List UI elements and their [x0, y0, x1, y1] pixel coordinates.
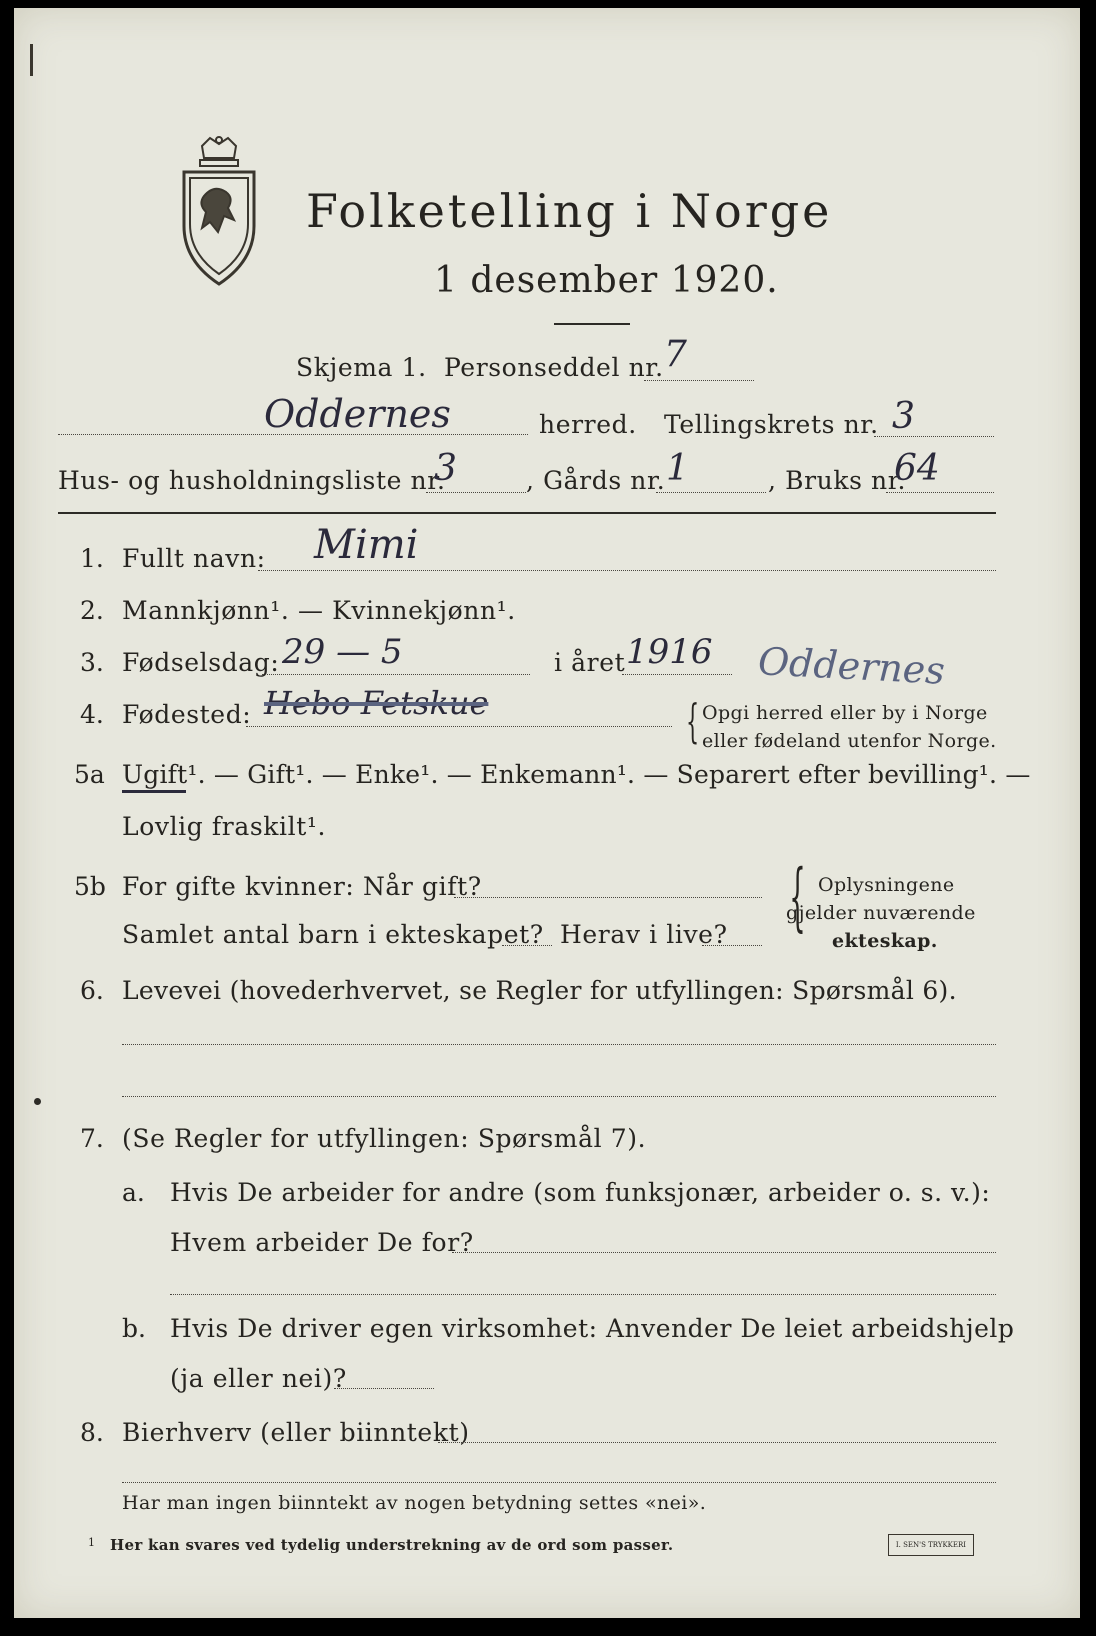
tellingskrets-value[interactable]: 3	[892, 396, 915, 437]
herred-label: herred.	[539, 410, 637, 439]
q5b-married-field-line	[454, 897, 762, 898]
gards-label: , Gårds nr.	[526, 466, 666, 495]
bruks-field-line	[886, 492, 994, 493]
margin-speck-1	[30, 44, 33, 76]
header-rule	[58, 512, 996, 514]
q3-margin-note: Oddernes	[756, 639, 946, 693]
hus-label: Hus- og husholdningsliste nr.	[58, 466, 446, 495]
personseddel-value[interactable]: 7	[664, 334, 687, 375]
q4-field-line	[246, 726, 672, 727]
q1-number: 1.	[80, 544, 104, 573]
q6-field-line-2	[122, 1096, 996, 1097]
q7b-label-line2: (ja eller nei)?	[170, 1364, 347, 1393]
q8-field-line-1	[438, 1442, 996, 1443]
q5a-ugift-underline	[122, 790, 186, 793]
bruks-label: , Bruks nr.	[768, 466, 907, 495]
q7-number: 7.	[80, 1124, 104, 1153]
q3-value[interactable]: 29 — 5	[282, 632, 403, 672]
q4-note-line2: eller fødeland utenfor Norge.	[702, 730, 997, 752]
q5b-note-line1: Oplysningene	[818, 874, 955, 896]
q3-year-label: i året	[554, 648, 626, 677]
q5b-label-line2: Samlet antal barn i ekteskapet?	[122, 920, 544, 949]
q1-label: Fullt navn:	[122, 544, 266, 573]
herred-value[interactable]: Oddernes	[264, 392, 451, 436]
personseddel-field-line	[644, 380, 754, 381]
footnote: Her kan svares ved tydelig understrekning av de ord som passer.	[110, 1536, 674, 1554]
q7a-label: Hvis De arbeider for andre (som funksjonær, arbeider o. s. v.):	[170, 1178, 991, 1207]
q2-number: 2.	[80, 596, 104, 625]
q4-note-line1: Opgi herred eller by i Norge	[702, 702, 988, 724]
q7a-field-line-1	[452, 1252, 996, 1253]
hus-field-line	[426, 492, 526, 493]
q4-number: 4.	[80, 700, 104, 729]
coat-of-arms-icon	[174, 136, 264, 286]
margin-speck-2	[34, 1098, 41, 1105]
q3-year-field-line	[622, 674, 732, 675]
q5a-label-line2: Lovlig fraskilt¹.	[122, 812, 327, 841]
q7b-letter: b.	[122, 1314, 146, 1343]
q5b-brace: {	[789, 854, 806, 940]
q5a-label: Ugift¹. — Gift¹. — Enke¹. — Enkemann¹. — Separert efter bevilling¹. —	[122, 760, 1031, 789]
hus-value[interactable]: 3	[434, 448, 457, 489]
q5b-label: For gifte kvinner: Når gift?	[122, 872, 482, 901]
q7a-letter: a.	[122, 1178, 145, 1207]
q6-field-line-1	[122, 1044, 996, 1045]
q5b-children-field-line	[502, 945, 552, 946]
q4-brace: {	[686, 694, 700, 748]
tellingskrets-label: Tellingskrets nr.	[664, 410, 879, 439]
q5b-label-line3: Herav i live?	[560, 920, 728, 949]
q5b-note-line2: gjelder nuværende	[786, 902, 976, 924]
q7a-label-line2: Hvem arbeider De for?	[170, 1228, 474, 1257]
printer-stamp: I. SEN'S TRYKKERI	[888, 1534, 974, 1556]
gards-field-line	[656, 492, 766, 493]
form-title: Folketelling i Norge	[306, 184, 833, 238]
q1-field-line	[258, 570, 996, 571]
q7b-label: Hvis De driver egen virksomhet: Anvender De leiet arbeidshjelp	[170, 1314, 1015, 1343]
q6-number: 6.	[80, 976, 104, 1005]
bruks-value[interactable]: 64	[894, 448, 940, 489]
q8-field-line-2	[122, 1482, 996, 1483]
title-divider	[554, 323, 630, 325]
q6-label: Levevei (hovederhvervet, se Regler for utfyllingen: Spørsmål 6).	[122, 976, 957, 1005]
census-date: 1 desember 1920.	[434, 260, 779, 301]
q4-label: Fødested:	[122, 700, 252, 729]
biinntekt-note: Har man ingen biinntekt av nogen betydning settes «nei».	[122, 1492, 707, 1514]
personseddel-label: Personseddel nr.	[444, 353, 664, 382]
gards-value[interactable]: 1	[666, 448, 689, 489]
q5b-number: 5b	[74, 872, 106, 901]
q5b-note-line3: ekteskap.	[832, 930, 938, 952]
q5a-number: 5a	[74, 760, 105, 789]
q8-number: 8.	[80, 1418, 104, 1447]
q2-label: Mannkjønn¹. — Kvinnekjønn¹.	[122, 596, 516, 625]
skjema-label: Skjema 1.	[296, 353, 427, 382]
census-form-sheet	[14, 8, 1080, 1618]
q3-number: 3.	[80, 648, 104, 677]
q7-label: (Se Regler for utfyllingen: Spørsmål 7).	[122, 1124, 647, 1153]
q5b-alive-field-line	[702, 945, 762, 946]
q3-field-line	[262, 674, 530, 675]
q8-label: Bierhverv (eller biinntekt)	[122, 1418, 470, 1447]
q7a-field-line-2	[170, 1294, 996, 1295]
q3-year-value[interactable]: 1916	[626, 632, 713, 672]
q1-value[interactable]: Mimi	[314, 522, 419, 568]
q3-label: Fødselsdag:	[122, 648, 280, 677]
q7b-field-line	[334, 1388, 434, 1389]
footnote-mark: 1	[88, 1536, 95, 1549]
q4-value[interactable]: Hebo Fetskue	[264, 684, 489, 722]
